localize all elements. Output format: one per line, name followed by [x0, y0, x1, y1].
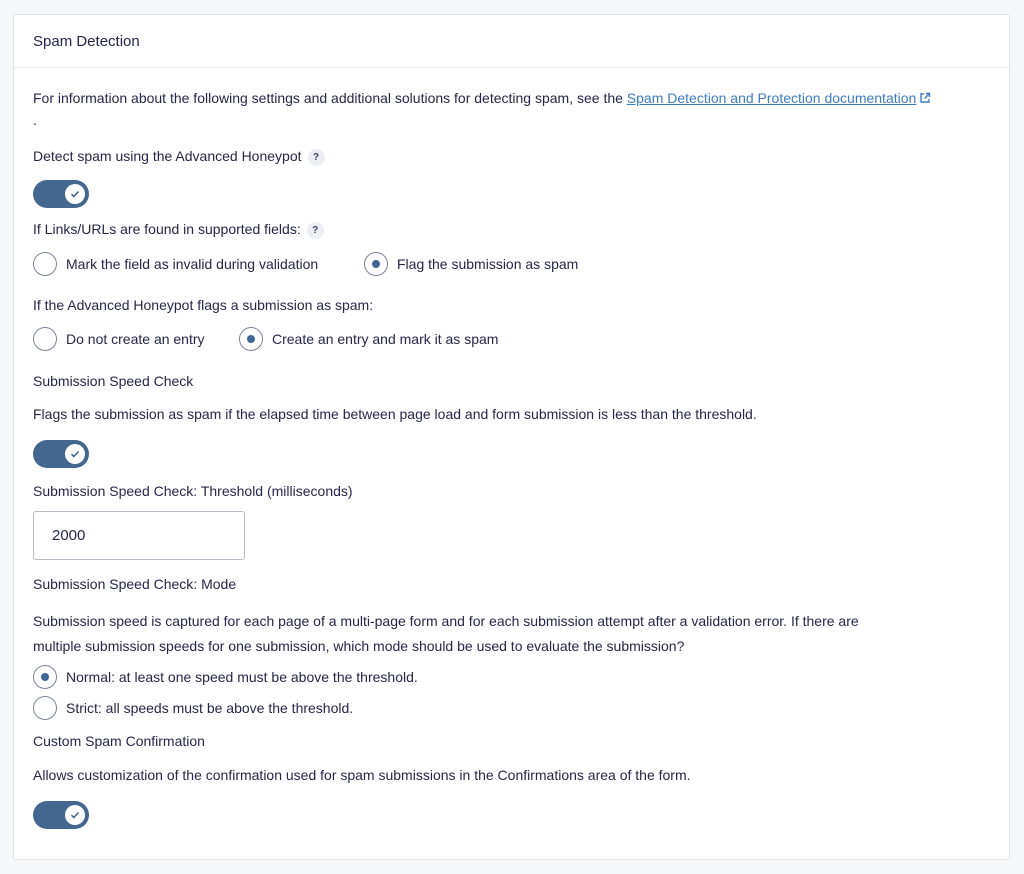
threshold-input[interactable] [33, 511, 245, 560]
check-icon [70, 810, 80, 820]
radio-flag-spam[interactable] [364, 252, 578, 276]
radio-label: Mark the field as invalid during validation [66, 256, 319, 272]
documentation-link[interactable] [627, 90, 932, 106]
radio-mode-strict[interactable] [33, 696, 353, 720]
speed-check-toggle[interactable] [33, 440, 89, 468]
toggle-knob [65, 184, 85, 204]
radio-button-checked[interactable] [364, 252, 388, 276]
links-check-label: If Links/URLs are found in supported fields: [33, 221, 301, 237]
mode-label: Submission Speed Check: Mode [33, 576, 237, 592]
mode-description-line: multiple submission speeds for one submission, which mode should be used to evaluate the submission? [33, 638, 685, 654]
intro-text [33, 87, 933, 131]
toggle-knob [65, 444, 85, 464]
panel-title: Spam Detection [14, 15, 1009, 68]
speed-check-description: Flags the submission as spam if the elapsed time between page load and form submission is less than the threshold. [33, 406, 757, 422]
radio-button[interactable] [33, 327, 57, 351]
radio-mark-invalid[interactable] [33, 252, 318, 276]
radio-label: Strict: all speeds must be above the threshold. [66, 700, 354, 716]
custom-confirmation-description: Allows customization of the confirmation used for spam submissions in the Confirmations area of the form. [33, 767, 691, 783]
mode-description-line: Submission speed is captured for each page of a multi-page form and for each submission attempt after a validation error. If there are [33, 613, 859, 629]
threshold-label: Submission Speed Check: Threshold (milliseconds) [33, 483, 353, 499]
spam-detection-panel [13, 14, 1010, 860]
custom-confirmation-label: Custom Spam Confirmation [33, 733, 205, 749]
mode-description [33, 609, 859, 659]
external-link-icon [919, 92, 931, 104]
radio-button[interactable] [33, 696, 57, 720]
speed-check-label: Submission Speed Check [33, 373, 194, 389]
intro-text-before: For information about the following settings and additional solutions for detecting spam, see the [33, 90, 627, 106]
radio-mode-normal[interactable] [33, 665, 418, 689]
toggle-knob [65, 805, 85, 825]
check-icon [70, 189, 80, 199]
help-icon[interactable]: ? [307, 222, 324, 239]
intro-text-after: . [33, 112, 37, 128]
radio-button-checked[interactable] [33, 665, 57, 689]
honeypot-toggle[interactable] [33, 180, 89, 208]
radio-label: Normal: at least one speed must be above the threshold. [66, 669, 418, 685]
check-icon [70, 449, 80, 459]
help-icon[interactable]: ? [308, 149, 325, 166]
honeypot-label-row [33, 148, 325, 166]
radio-button-checked[interactable] [239, 327, 263, 351]
documentation-link-label: Spam Detection and Protection documentation [626, 90, 917, 106]
radio-label: Do not create an entry [66, 331, 205, 347]
honeypot-label: Detect spam using the Advanced Honeypot [33, 148, 302, 164]
radio-label: Flag the submission as spam [397, 256, 579, 272]
custom-confirmation-toggle[interactable] [33, 801, 89, 829]
radio-button[interactable] [33, 252, 57, 276]
honeypot-action-label: If the Advanced Honeypot flags a submission as spam: [33, 297, 374, 313]
radio-no-entry[interactable] [33, 327, 205, 351]
radio-create-entry[interactable] [239, 327, 498, 351]
radio-label: Create an entry and mark it as spam [272, 331, 499, 347]
links-check-label-row [33, 221, 324, 239]
